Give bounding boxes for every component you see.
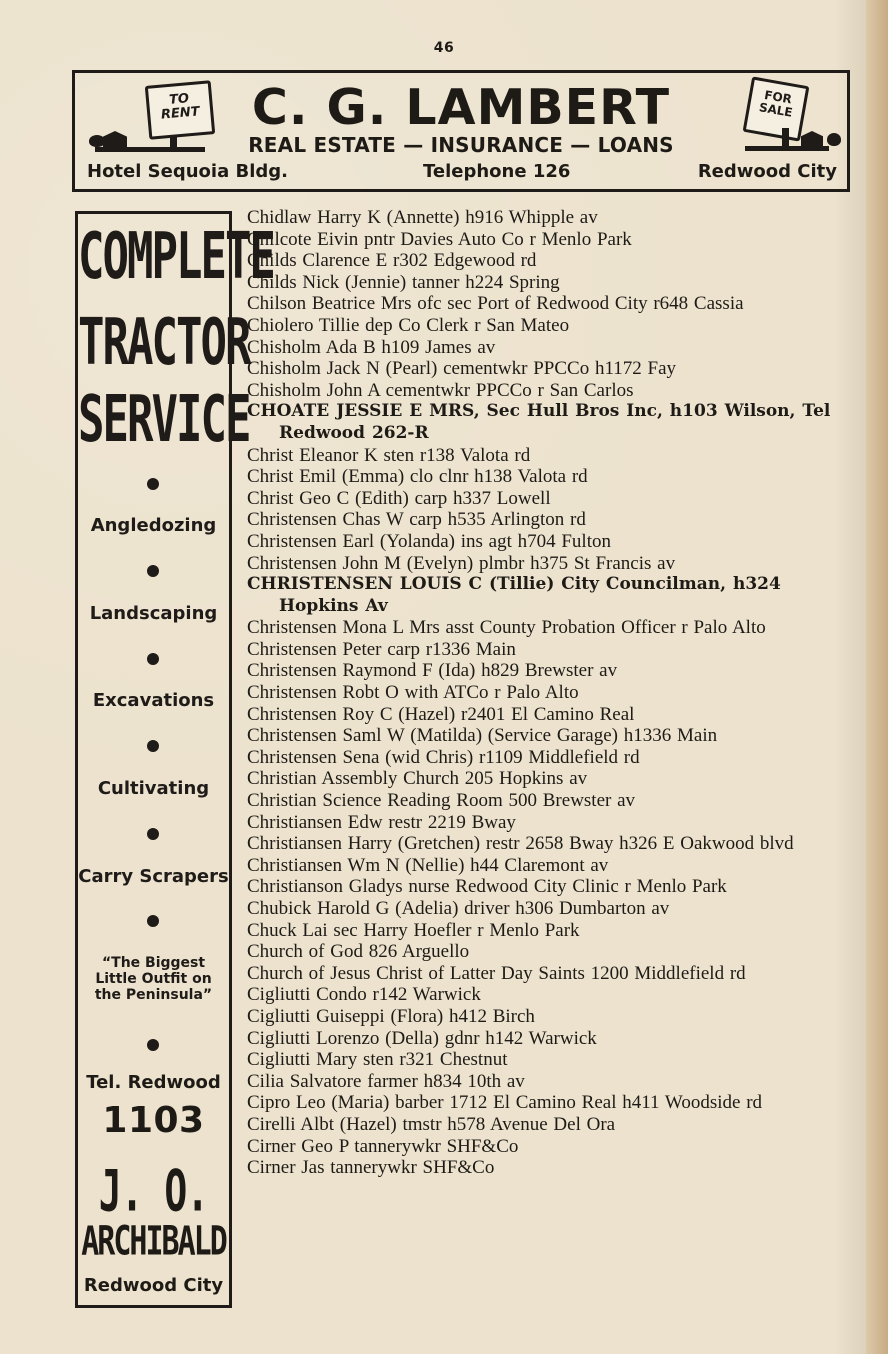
bullet-icon: [147, 565, 159, 577]
service-item: Carry Scrapers: [78, 866, 229, 887]
ad-headline: SERVICE: [78, 383, 250, 458]
directory-entry: Chuck Lai sec Harry Hoefler r Menlo Park: [247, 919, 580, 941]
directory-entry: Christiansen Edw restr 2219 Bway: [247, 811, 516, 833]
bullet-icon: [147, 740, 159, 752]
directory-entry: Chisholm Jack N (Pearl) cementwkr PPCCo h1172 Fay: [247, 358, 677, 380]
owner-city: Redwood City: [83, 1275, 224, 1296]
page-edge-shadow: [866, 0, 888, 1354]
directory-entry: Cirner Jas tannerywkr SHF&Co: [247, 1157, 495, 1179]
directory-entry: Christ Geo C (Edith) carp h337 Lowell: [247, 487, 551, 509]
directory-entry: Cirelli Albt (Hazel) tmstr h578 Avenue Del Ora: [247, 1113, 616, 1135]
advertiser-city: Redwood City: [697, 161, 837, 182]
service-item: Angledozing: [90, 515, 217, 536]
directory-entry: Christensen Saml W (Matilda) (Service Garage) h1336 Main: [247, 725, 718, 747]
ground-line: [745, 146, 829, 151]
bullet-icon: [147, 915, 159, 927]
owner-initials: J. O.: [98, 1158, 209, 1224]
directory-entry: Christ Eleanor K sten r138 Valota rd: [247, 444, 531, 466]
directory-entry-bold: CHOATE JESSIE E MRS, Sec Hull Bros Inc, h103 Wilson, Tel Redwood 262-R: [247, 401, 831, 443]
directory-listing: [247, 207, 853, 1307]
telephone-label: Tel. Redwood: [86, 1072, 221, 1093]
bullet-icon: [147, 478, 159, 490]
directory-entry: Christianson Gladys nurse Redwood City Clinic r Menlo Park: [247, 876, 727, 898]
directory-entry: Christian Assembly Church 205 Hopkins av: [247, 768, 588, 790]
directory-entry: Christiansen Harry (Gretchen) restr 2658 Bway h326 E Oakwood blvd: [247, 833, 794, 855]
directory-entry: Christensen Earl (Yolanda) ins agt h704 Fulton: [247, 530, 611, 552]
directory-entry: Christiansen Wm N (Nellie) h44 Claremont av: [247, 854, 609, 876]
directory-entry: Christensen Sena (wid Chris) r1109 Middlefield rd: [247, 746, 640, 768]
directory-entry: Chisholm John A cementwkr PPCCo r San Carlos: [247, 379, 634, 401]
directory-entry: Cilia Salvatore farmer h834 10th av: [247, 1070, 525, 1092]
advertiser-services: REAL ESTATE — INSURANCE — LOANS: [248, 133, 674, 157]
directory-entry: Christensen John M (Evelyn) plmbr h375 St Francis av: [247, 552, 676, 574]
directory-entry: Christ Emil (Emma) clo clnr h138 Valota rd: [247, 466, 588, 488]
directory-entry: Chilcote Eivin pntr Davies Auto Co r Menlo Park: [247, 228, 632, 250]
advertiser-name: C. G. LAMBERT: [251, 79, 671, 136]
owner-surname: ARCHIBALD: [81, 1218, 226, 1266]
tree-icon: [827, 133, 841, 146]
top-advertisement: [72, 70, 850, 192]
directory-entry: Christensen Robt O with ATCo r Palo Alto: [247, 682, 579, 704]
directory-entry: Christian Science Reading Room 500 Brewster av: [247, 790, 636, 812]
advertiser-telephone: Telephone 126: [423, 161, 571, 182]
telephone-number: 1103: [102, 1100, 205, 1141]
directory-entry: Chisholm Ada B h109 James av: [247, 336, 496, 358]
directory-entry: Chubick Harold G (Adelia) driver h306 Dumbarton av: [247, 898, 670, 919]
directory-entry: Christensen Chas W carp h535 Arlington rd: [247, 509, 586, 531]
directory-entry: Chidlaw Harry K (Annette) h916 Whipple av: [247, 207, 598, 228]
directory-entry: Cigliutti Mary sten r321 Chestnut: [247, 1049, 508, 1071]
directory-entry: Church of God 826 Arguello: [247, 941, 470, 963]
tractor-service-advertisement: [75, 211, 274, 1308]
directory-entry: Christensen Peter carp r1336 Main: [247, 638, 516, 660]
directory-entry: Cigliutti Lorenzo (Della) gdnr h142 Warwick: [247, 1027, 597, 1049]
directory-entry: Chiolero Tillie dep Co Clerk r San Mateo: [247, 314, 570, 336]
directory-entry: Christensen Mona L Mrs asst County Probation Officer r Palo Alto: [247, 617, 766, 639]
bullet-icon: [147, 1039, 159, 1051]
service-item: Cultivating: [97, 778, 210, 799]
service-item: Landscaping: [89, 603, 218, 624]
ad-headline: COMPLETE: [78, 220, 274, 295]
for-sale-sign-icon: FOR SALE: [743, 76, 810, 141]
page-number: 46: [433, 40, 455, 56]
directory-entry: Christensen Roy C (Hazel) r2401 El Camino Real: [247, 703, 635, 725]
bullet-icon: [147, 653, 159, 665]
ad-slogan: “The Biggest Little Outfit on the Peninsula”: [94, 955, 213, 1004]
to-rent-sign-icon: TO RENT: [145, 80, 215, 140]
directory-entry: Cirner Geo P tannerywkr SHF&Co: [247, 1135, 519, 1157]
directory-entry: Cipro Leo (Maria) barber 1712 El Camino Real h411 Woodside rd: [247, 1092, 763, 1114]
service-item: Excavations: [92, 690, 215, 711]
bullet-icon: [147, 828, 159, 840]
advertiser-address: Hotel Sequoia Bldg.: [87, 161, 288, 182]
directory-entry-bold: CHRISTENSEN LOUIS C (Tillie) City Councilman, h324 Hopkins Av: [247, 574, 781, 616]
directory-entry: Cigliutti Condo r142 Warwick: [247, 984, 481, 1006]
directory-entry: Church of Jesus Christ of Latter Day Saints 1200 Middlefield rd: [247, 962, 746, 984]
directory-entry: Childs Clarence E r302 Edgewood rd: [247, 250, 537, 272]
directory-entry: Childs Nick (Jennie) tanner h224 Spring: [247, 271, 560, 293]
ad-headline: TRACTOR: [78, 306, 250, 381]
directory-entry: Cigliutti Guiseppi (Flora) h412 Birch: [247, 1005, 535, 1027]
directory-entry: Chilson Beatrice Mrs ofc sec Port of Redwood City r648 Cassia: [247, 293, 744, 315]
directory-entry: Christensen Raymond F (Ida) h829 Brewster av: [247, 660, 618, 682]
